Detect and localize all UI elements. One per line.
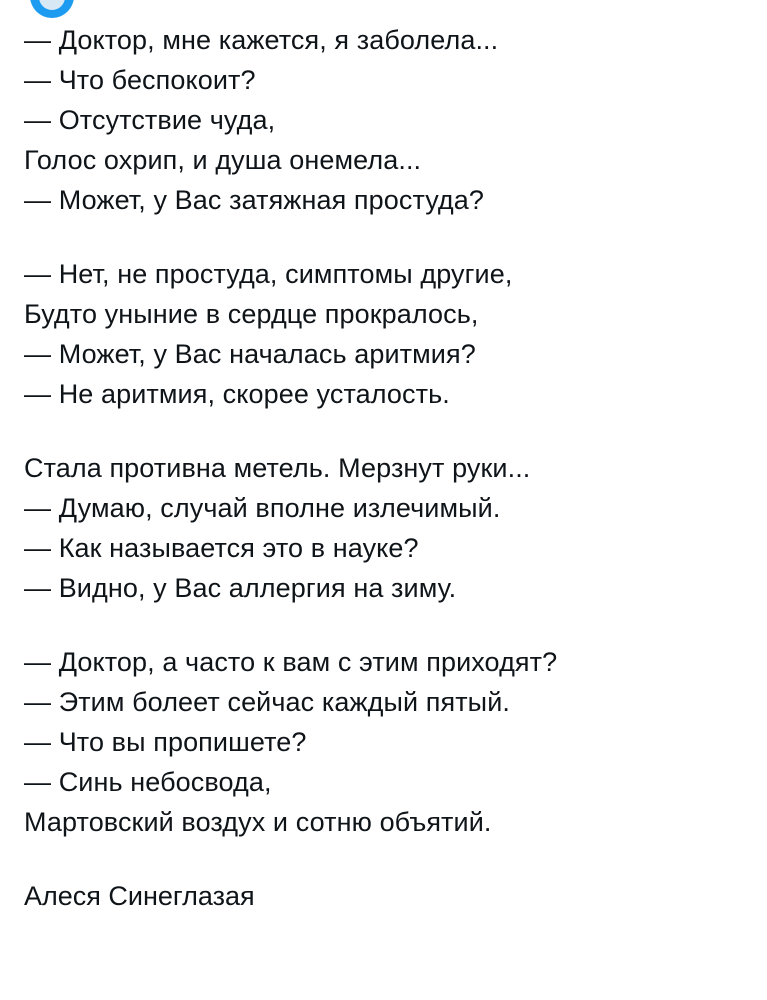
poem-stanza bbox=[24, 448, 743, 608]
poem-stanza bbox=[24, 642, 743, 842]
poem-line: — Думаю, случай вполне излечимый. bbox=[24, 493, 501, 523]
poem-body bbox=[24, 0, 743, 916]
poem-line: — Синь небосвода, bbox=[24, 767, 272, 797]
author-signature: Алеся Синеглазая bbox=[24, 881, 255, 911]
poem-line: Будто уныние в сердце прокралось, bbox=[24, 299, 479, 329]
poem-line: Голос охрип, и душа онемела... bbox=[24, 145, 422, 175]
poem-line: Стала противна метель. Мерзнут руки... bbox=[24, 453, 531, 483]
poem-stanza bbox=[24, 20, 743, 220]
poem-line: — Видно, у Вас аллергия на зиму. bbox=[24, 573, 457, 603]
poem-line: Мартовский воздух и сотню объятий. bbox=[24, 807, 492, 837]
poem-line: — Нет, не простуда, симптомы другие, bbox=[24, 259, 513, 289]
poem-line: — Может, у Вас затяжная простуда? bbox=[24, 185, 485, 215]
poem-line: — Отсутствие чуда, bbox=[24, 105, 276, 135]
poem-stanza bbox=[24, 254, 743, 414]
poem-line: — Как называется это в науке? bbox=[24, 533, 419, 563]
poem-line: — Доктор, мне кажется, я заболела... bbox=[24, 25, 499, 55]
poem-line: — Что вы пропишете? bbox=[24, 727, 307, 757]
poem-line: — Не аритмия, скорее усталость. bbox=[24, 379, 450, 409]
poem-line: — Что беспокоит? bbox=[24, 65, 256, 95]
poem-line: — Может, у Вас началась аритмия? bbox=[24, 339, 476, 369]
poem-line: — Доктор, а часто к вам с этим приходят? bbox=[24, 647, 558, 677]
poem-line: — Этим болеет сейчас каждый пятый. bbox=[24, 687, 510, 717]
avatar-image bbox=[39, 0, 65, 10]
